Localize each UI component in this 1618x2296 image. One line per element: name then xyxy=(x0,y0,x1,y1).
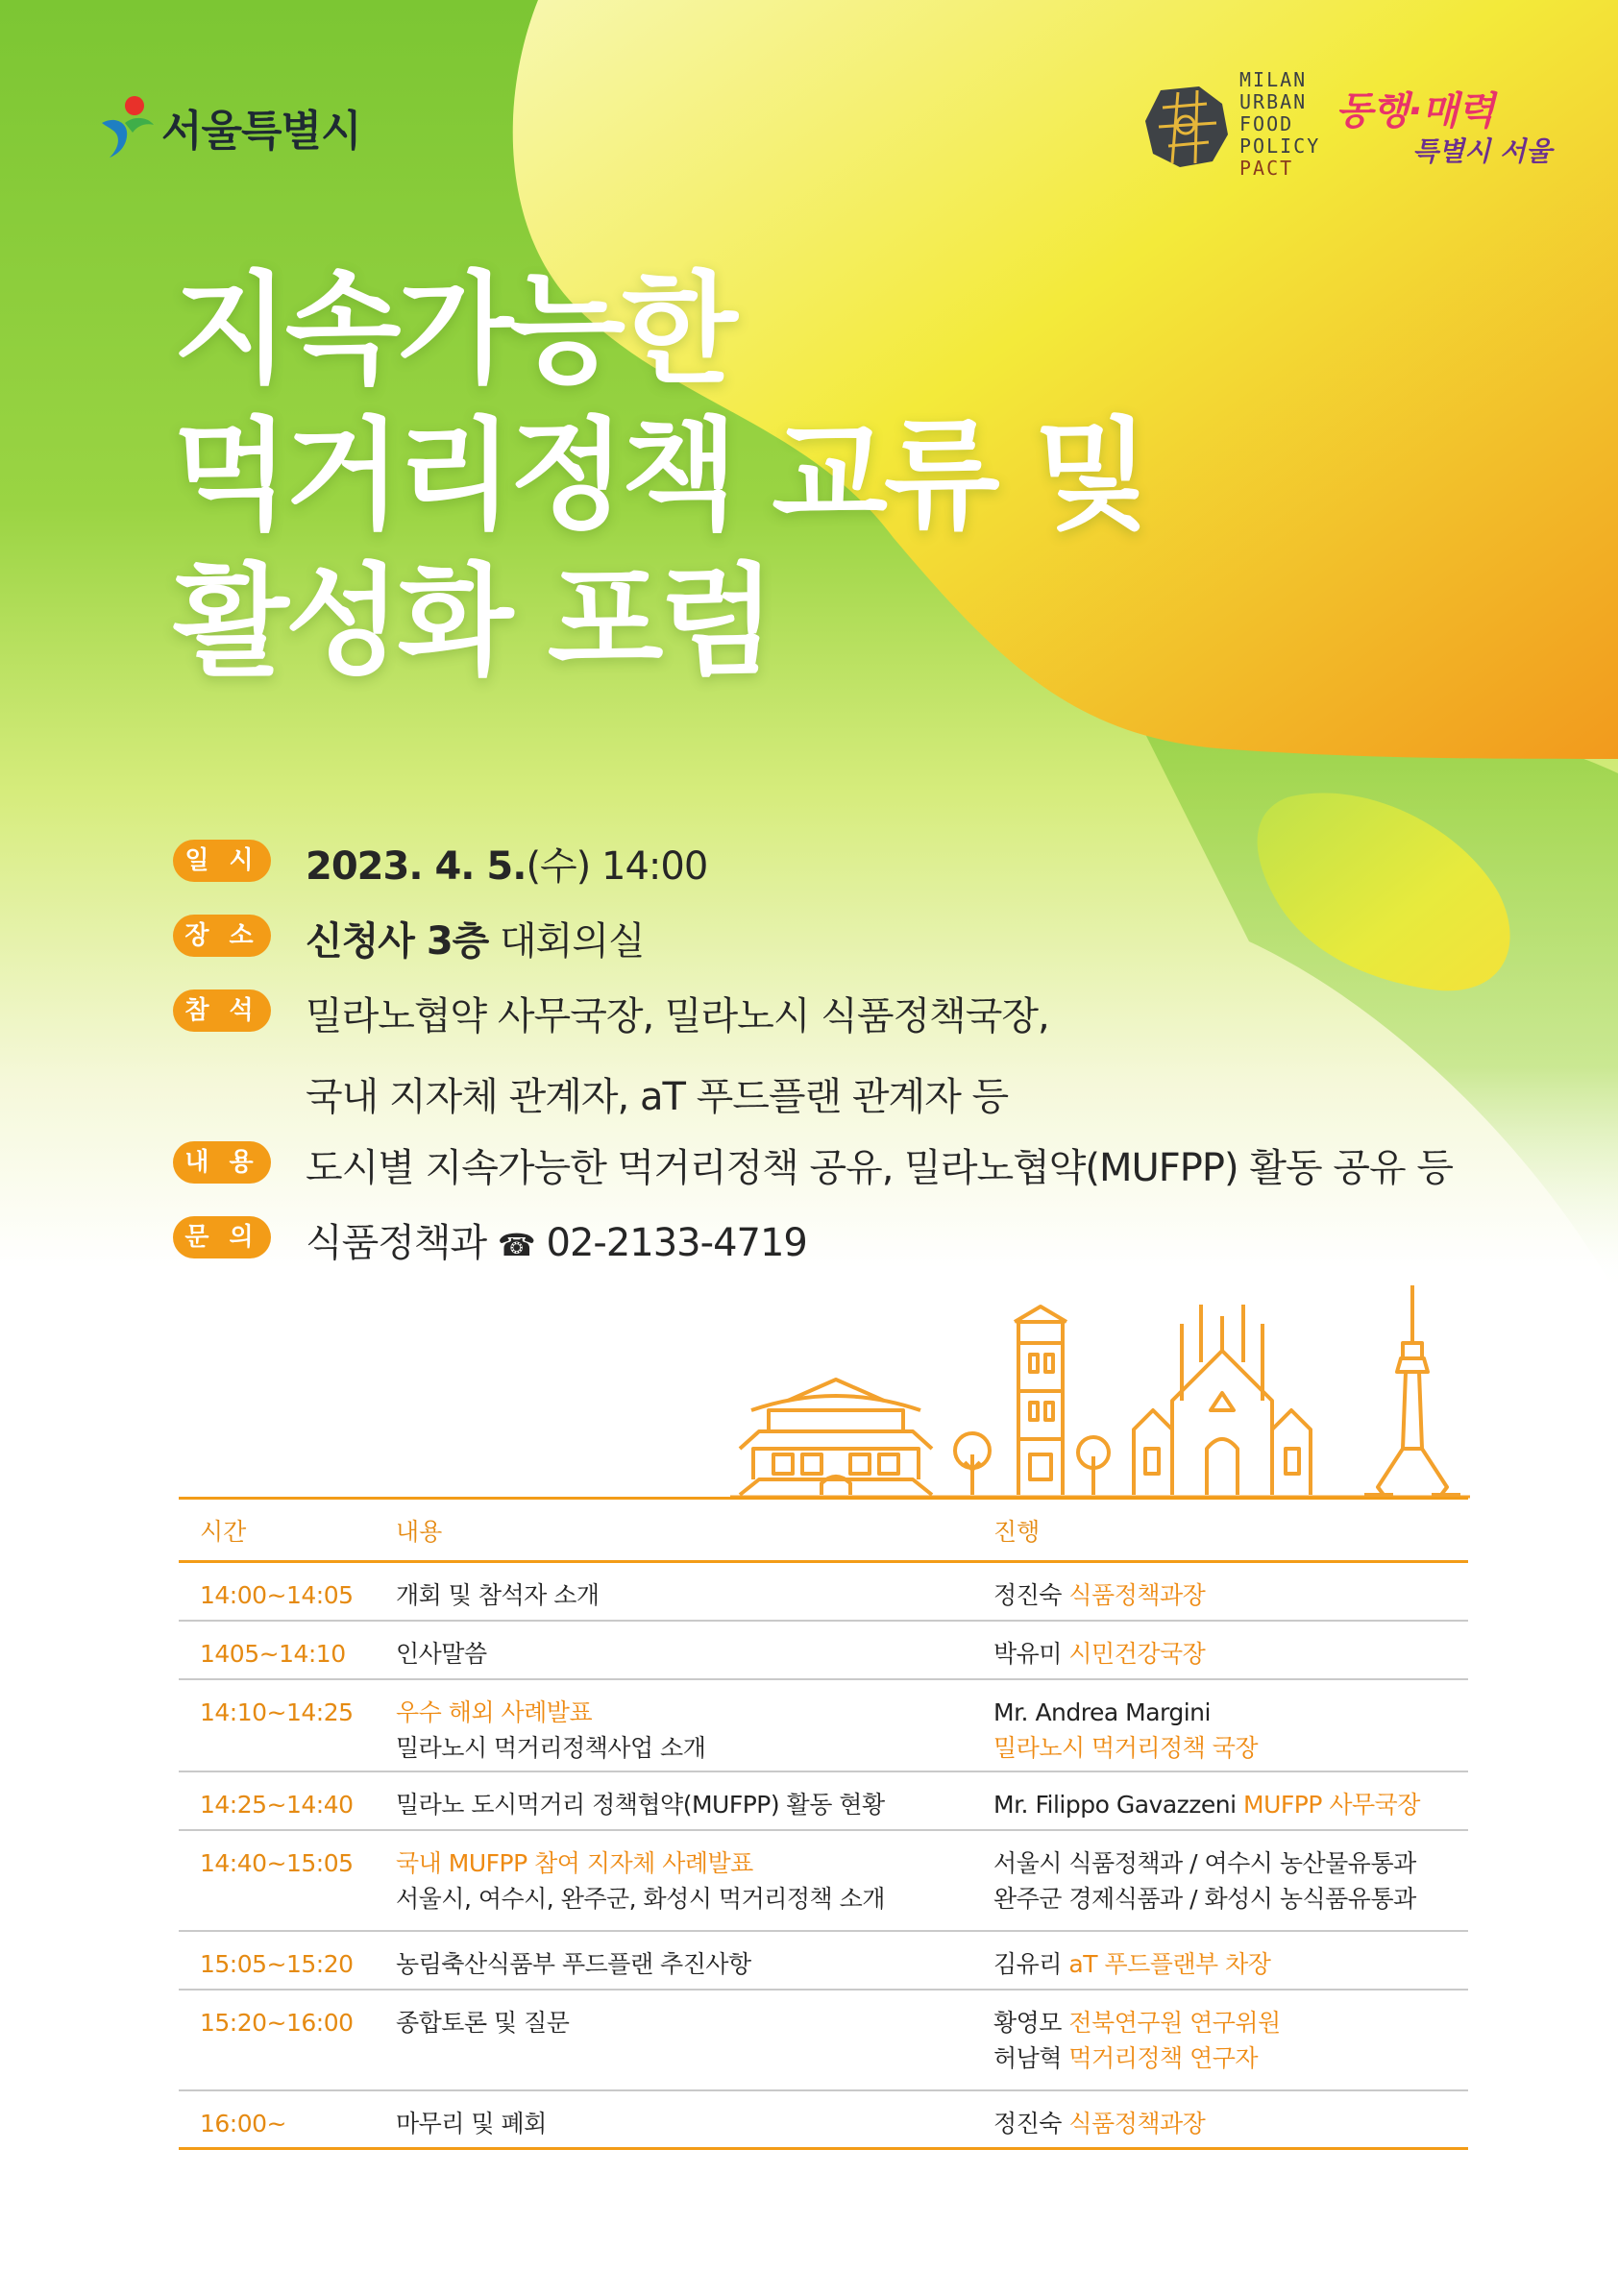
slogan-line-2: 특별시 서울 xyxy=(1412,135,1552,167)
bell-tower-drawing xyxy=(1015,1307,1066,1495)
row-time: 15:20~16:00 xyxy=(179,1990,375,2090)
table-row xyxy=(179,1771,1468,1830)
date-rest: (수) 14:00 xyxy=(526,844,708,889)
row-content: 농림축산식품부 푸드플랜 추진사항 xyxy=(375,1931,972,1990)
row-content: 개회 및 참석자 소개 xyxy=(375,1562,972,1621)
host-title: 밀라노시 먹거리정책 국장 xyxy=(993,1733,1259,1762)
seoul-slogan xyxy=(1336,81,1557,177)
contact-value xyxy=(306,1212,807,1267)
mufpp-line-5: PACT xyxy=(1239,157,1294,180)
row-content: 마무리 및 폐회 xyxy=(375,2090,972,2149)
host-name: 황영모 xyxy=(993,2008,1062,2037)
row-host xyxy=(972,1830,1468,1931)
row-host xyxy=(972,1990,1468,2090)
mufpp-line-4: POLICY xyxy=(1239,134,1321,158)
host-line-2: 완주군 경제식품과 / 화성시 농식품유통과 xyxy=(993,1884,1416,1913)
event-info xyxy=(173,834,1453,1285)
row-time: 15:05~15:20 xyxy=(179,1931,375,1990)
row-time: 14:40~15:05 xyxy=(179,1830,375,1931)
row-host xyxy=(972,2090,1468,2149)
header-host: 진행 xyxy=(972,1499,1468,1562)
host-name: Mr. Andrea Margini xyxy=(993,1698,1211,1726)
table-row xyxy=(179,1679,1468,1771)
title-line-3: 활성화 포럼 xyxy=(173,552,772,692)
info-content xyxy=(173,1136,1453,1210)
table-row xyxy=(179,1931,1468,1990)
venue-bold: 신청사 3층 xyxy=(306,919,489,964)
host-title: 전북연구원 연구위원 xyxy=(1068,2008,1281,2037)
seoul-tower-drawing xyxy=(1364,1285,1460,1495)
host-line-1: 서울시 식품정책과 / 여수시 농산물유통과 xyxy=(993,1848,1416,1877)
row-content: 종합토론 및 질문 xyxy=(375,1990,972,2090)
mufpp-emblem-icon xyxy=(1140,79,1232,171)
phone-icon: ☎ xyxy=(497,1227,535,1263)
info-date xyxy=(173,834,1422,909)
seoul-symbol-icon xyxy=(96,94,156,159)
row-content: 인사말씀 xyxy=(375,1621,972,1679)
table-row xyxy=(179,1562,1468,1621)
seoul-logo-text: 서울특별시 xyxy=(161,107,361,156)
row-host xyxy=(972,1621,1468,1679)
info-attendees-cont xyxy=(173,1059,1422,1136)
content-sub: 우수 해외 사례발표 xyxy=(396,1698,593,1726)
table-row xyxy=(179,1990,1468,2090)
slogan-line-1: 동행·매력 xyxy=(1336,89,1494,134)
mufpp-line-3: FOOD xyxy=(1239,112,1294,135)
row-content xyxy=(375,1679,972,1771)
tree-left-drawing xyxy=(955,1433,990,1495)
content-sub: 국내 MUFPP 참여 지자체 사례발표 xyxy=(396,1848,753,1877)
venue-rest: 대회의실 xyxy=(488,919,645,964)
info-attendees xyxy=(173,984,1422,1059)
row-time: 14:10~14:25 xyxy=(179,1679,375,1771)
host-name: 박유미 xyxy=(993,1639,1062,1668)
row-host xyxy=(972,1562,1468,1621)
table-row xyxy=(179,2090,1468,2149)
date-badge: 일 시 xyxy=(173,840,271,882)
row-content xyxy=(375,1830,972,1931)
row-time: 14:00~14:05 xyxy=(179,1562,375,1621)
tree-right-drawing xyxy=(1078,1437,1109,1495)
cathedral-drawing xyxy=(1134,1305,1311,1495)
contact-badge: 문 의 xyxy=(173,1216,271,1258)
row-host xyxy=(972,1679,1468,1771)
header-time: 시간 xyxy=(179,1499,375,1562)
host-title-2: 먹거리정책 연구자 xyxy=(1068,2043,1259,2072)
host-name: Mr. Filippo Gavazzeni xyxy=(993,1790,1237,1819)
content-value: 도시별 지속가능한 먹거리정책 공유, 밀라노협약(MUFPP) 활동 공유 등 xyxy=(306,1146,1453,1190)
seoul-logo xyxy=(96,94,361,159)
row-content: 밀라노 도시먹거리 정책협약(MUFPP) 활동 현황 xyxy=(375,1771,972,1830)
palace-gate-drawing xyxy=(740,1380,932,1495)
row-time: 14:25~14:40 xyxy=(179,1771,375,1830)
row-host xyxy=(972,1771,1468,1830)
host-title: aT 푸드플랜부 차장 xyxy=(1068,1949,1271,1978)
contact-phone: 02-2133-4719 xyxy=(546,1221,807,1265)
host-name: 김유리 xyxy=(993,1949,1062,1978)
host-name: 정진숙 xyxy=(993,1581,1062,1609)
venue-value xyxy=(306,911,645,965)
page-title xyxy=(173,257,1146,696)
title-line-1: 지속가능한 xyxy=(173,260,734,400)
content-main: 밀라노시 먹거리정책사업 소개 xyxy=(396,1733,706,1762)
host-name-2: 허남혁 xyxy=(993,2043,1062,2072)
table-row xyxy=(179,1621,1468,1679)
content-main: 서울시, 여수시, 완주군, 화성시 먹거리정책 소개 xyxy=(396,1884,885,1913)
row-host xyxy=(972,1931,1468,1990)
attendees-badge: 참 석 xyxy=(173,989,271,1032)
header-content: 내용 xyxy=(375,1499,972,1562)
row-time: 16:00~ xyxy=(179,2090,375,2149)
schedule-table xyxy=(179,1497,1468,2150)
title-line-2: 먹거리정책 교류 및 xyxy=(173,406,1147,546)
date-bold: 2023. 4. 5. xyxy=(306,844,527,889)
mufpp-logo xyxy=(1140,69,1320,180)
mufpp-line-2: URBAN xyxy=(1239,90,1308,113)
row-time: 1405~14:10 xyxy=(179,1621,375,1679)
venue-badge: 장 소 xyxy=(173,915,271,957)
content-badge: 내 용 xyxy=(173,1141,271,1184)
host-name: 정진숙 xyxy=(993,2109,1062,2137)
attendees-line-1: 밀라노협약 사무국장, 밀라노시 식품정책국장, xyxy=(306,994,1049,1038)
host-title: 식품정책과장 xyxy=(1068,1581,1206,1609)
attendees-line-2: 국내 지자체 관계자, aT 푸드플랜 관계자 등 xyxy=(306,1075,1009,1119)
host-title: 식품정책과장 xyxy=(1068,2109,1206,2137)
host-title: MUFPP 사무국장 xyxy=(1243,1790,1420,1819)
host-title: 시민건강국장 xyxy=(1068,1639,1206,1668)
city-skyline-illustration xyxy=(730,1266,1470,1506)
contact-dept: 식품정책과 xyxy=(306,1221,487,1265)
table-row xyxy=(179,1830,1468,1931)
date-value xyxy=(306,836,707,891)
mufpp-line-1: MILAN xyxy=(1239,68,1308,91)
info-venue xyxy=(173,909,1422,984)
